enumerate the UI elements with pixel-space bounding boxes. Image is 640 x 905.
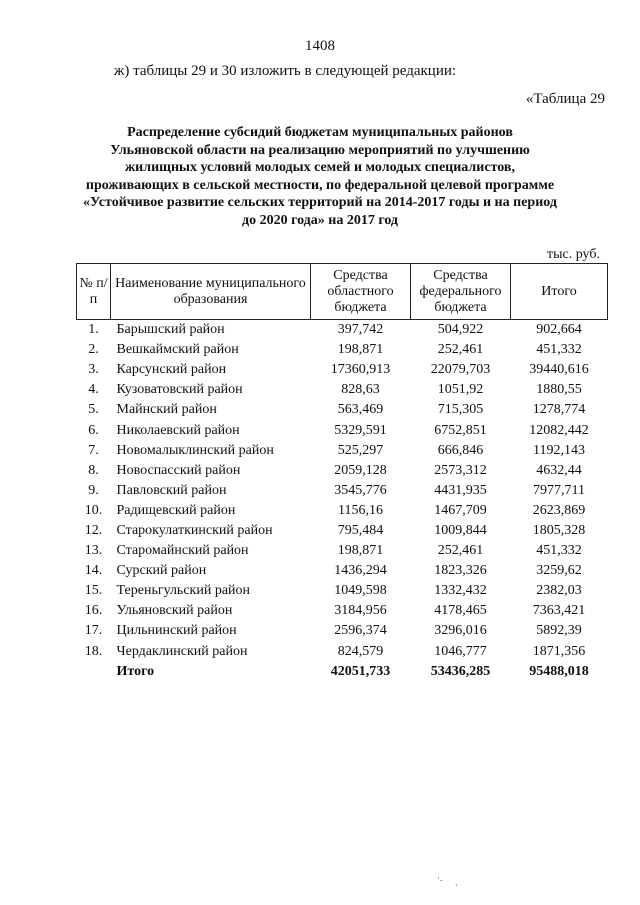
header-num: № п/п: [77, 264, 111, 320]
district-name: Барышский район: [116, 322, 225, 338]
total-row: [77, 662, 608, 682]
district-name: Тереньгульский район: [116, 583, 251, 599]
table-row: [77, 340, 608, 360]
table-row: [77, 360, 608, 380]
table-row: [77, 441, 608, 461]
row-total: 12082,442: [529, 422, 589, 438]
regional-budget: 198,871: [337, 342, 384, 358]
grand-total: 95488,018: [529, 663, 589, 679]
title-line: «Устойчивое развитие сельских территорий на 2014-2017 годы и на период: [83, 195, 557, 211]
units-label: тыс. руб.: [547, 247, 600, 262]
row-total: 1192,143: [533, 442, 585, 458]
table-row: [77, 320, 608, 341]
table-row: [77, 541, 608, 561]
row-number: 12.: [84, 522, 103, 538]
total-label: Итого: [116, 663, 155, 679]
title-line: проживающих в сельской местности, по федеральной целевой программе: [85, 177, 555, 193]
row-number: 17.: [84, 623, 103, 639]
federal-budget: 715,305: [437, 402, 484, 418]
row-number: 4.: [88, 382, 99, 398]
table-row: [77, 521, 608, 541]
district-name: Ульяновский район: [116, 603, 233, 619]
row-total: 5892,39: [536, 623, 582, 639]
district-name: Павловский район: [116, 482, 227, 498]
row-total: 2382,03: [536, 583, 582, 599]
total-regional: 42051,733: [330, 663, 391, 679]
title-line: Распределение субсидий бюджетам муниципальных районов: [127, 125, 513, 140]
row-number: 15.: [84, 583, 103, 599]
district-name: Радищевский район: [116, 502, 236, 518]
row-number: 6.: [88, 422, 99, 438]
table-row: [77, 461, 608, 481]
title-line: Ульяновской области на реализацию мероприятий по улучшению: [110, 142, 530, 158]
table-header-row: [77, 264, 608, 320]
scan-mark: ·.: [437, 873, 443, 883]
row-number: 8.: [88, 462, 99, 478]
row-number: 13.: [84, 543, 103, 559]
federal-budget: 1046,777: [434, 643, 487, 659]
row-total: 1278,774: [532, 402, 586, 418]
row-total: 3259,62: [536, 563, 582, 579]
regional-budget: 3545,776: [334, 482, 387, 498]
row-total: 451,332: [536, 543, 582, 559]
federal-budget: 1332,432: [434, 583, 487, 599]
subsidy-table: [76, 263, 608, 682]
row-total: 39440,616: [529, 362, 589, 378]
row-total: 7977,711: [533, 482, 585, 498]
table-title: [70, 124, 570, 230]
table-row: [77, 561, 608, 581]
federal-budget: 1467,709: [434, 502, 487, 518]
regional-budget: 1156,16: [338, 502, 383, 518]
table-row: [77, 420, 608, 440]
federal-budget: 252,461: [437, 543, 484, 559]
row-number: 7.: [88, 442, 99, 458]
district-name: Кузоватовский район: [116, 382, 243, 398]
row-number: 3.: [88, 362, 99, 378]
federal-budget: 22079,703: [430, 362, 491, 378]
row-total: 1805,328: [532, 522, 586, 538]
table-reference: «Таблица 29: [525, 91, 605, 107]
title-line: до 2020 года» на 2017 год: [241, 212, 399, 228]
federal-budget: 4178,465: [434, 603, 487, 619]
row-total: 451,332: [536, 342, 582, 358]
regional-budget: 17360,913: [330, 362, 391, 378]
federal-budget: 6752,851: [434, 422, 487, 438]
table-row: [77, 481, 608, 501]
intro-text: ж) таблицы 29 и 30 изложить в следующей редакции:: [114, 63, 457, 79]
row-number: 2.: [88, 342, 99, 358]
federal-budget: 1823,326: [434, 563, 487, 579]
district-name: Новоспасский район: [116, 462, 241, 478]
row-total: 4632,44: [536, 462, 582, 478]
table-row: [77, 380, 608, 400]
row-total: 7363,421: [532, 603, 586, 619]
district-name: Новомалыклинский район: [116, 442, 274, 458]
table-row: [77, 601, 608, 621]
table-row: [77, 621, 608, 641]
federal-budget: 3296,016: [434, 623, 487, 639]
regional-budget: 1049,598: [334, 583, 387, 599]
header-name: Наименование муниципального образования: [111, 264, 311, 320]
regional-budget: 525,297: [337, 442, 384, 458]
district-name: Вешкаймский район: [116, 342, 239, 358]
header-regional: Средства областного бюджета: [311, 264, 411, 320]
regional-budget: 563,469: [337, 402, 384, 418]
header-total: Итого: [511, 264, 608, 320]
regional-budget: 828,63: [341, 382, 380, 398]
federal-budget: 4431,935: [434, 482, 487, 498]
regional-budget: 2059,128: [334, 462, 387, 478]
row-number: 1.: [88, 322, 99, 338]
district-name: Цильнинский район: [116, 623, 237, 639]
district-name: Сурский район: [116, 563, 207, 579]
district-name: Старомайнский район: [116, 543, 249, 559]
regional-budget: 5329,591: [334, 422, 387, 438]
federal-budget: 252,461: [437, 342, 484, 358]
district-name: Карсунский район: [116, 362, 227, 378]
table-body: [77, 320, 608, 682]
district-name: Старокулаткинский район: [116, 522, 273, 538]
table-row: [77, 581, 608, 601]
total-num: [77, 662, 111, 682]
total-federal: 53436,285: [430, 663, 491, 679]
scan-mark: `: [455, 883, 458, 893]
regional-budget: 795,484: [337, 522, 384, 538]
row-total: 902,664: [536, 322, 582, 338]
row-total: 1880,55: [536, 382, 582, 398]
table-row: [77, 642, 608, 662]
row-number: 14.: [84, 563, 103, 579]
row-total: 2623,869: [532, 502, 586, 518]
table-row: [77, 400, 608, 420]
row-number: 10.: [84, 502, 103, 518]
regional-budget: 824,579: [337, 643, 384, 659]
federal-budget: 1051,92: [437, 382, 484, 398]
district-name: Майнский район: [116, 402, 217, 418]
header-federal: Средства федерального бюджета: [411, 264, 511, 320]
row-number: 16.: [84, 603, 103, 619]
federal-budget: 666,846: [437, 442, 484, 458]
table-row: [77, 501, 608, 521]
row-number: 9.: [88, 482, 99, 498]
row-total: 1871,356: [532, 643, 586, 659]
page-number: 1408: [305, 38, 335, 54]
federal-budget: 2573,312: [434, 462, 487, 478]
regional-budget: 1436,294: [334, 563, 387, 579]
regional-budget: 198,871: [337, 543, 384, 559]
district-name: Николаевский район: [116, 422, 240, 438]
title-line: жилищных условий молодых семей и молодых специалистов,: [125, 160, 515, 176]
regional-budget: 2596,374: [334, 623, 387, 639]
federal-budget: 1009,844: [434, 522, 487, 538]
regional-budget: 397,742: [337, 322, 384, 338]
federal-budget: 504,922: [437, 322, 484, 338]
row-number: 18.: [84, 643, 103, 659]
regional-budget: 3184,956: [334, 603, 387, 619]
district-name: Чердаклинский район: [116, 643, 248, 659]
row-number: 5.: [88, 402, 99, 418]
